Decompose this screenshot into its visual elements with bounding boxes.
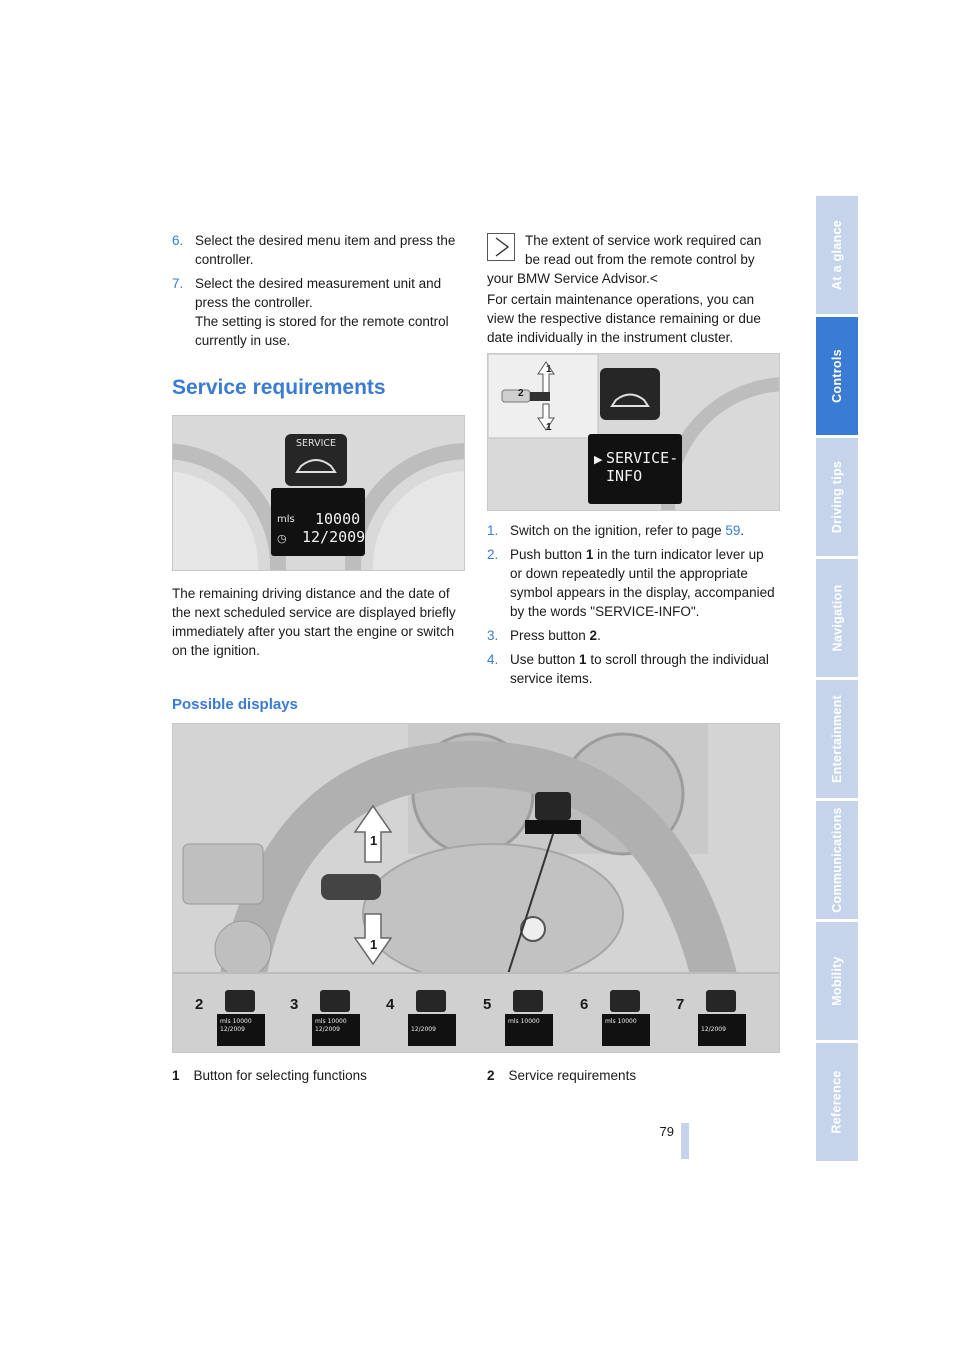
tab-driving-tips[interactable]: Driving tips xyxy=(816,438,858,556)
front-brake-icon xyxy=(513,990,543,1012)
chapter-tabs xyxy=(816,196,858,1164)
tab-controls[interactable]: Controls xyxy=(816,317,858,435)
service-info-display: SERVICE- INFO xyxy=(606,449,679,485)
tab-entertainment[interactable]: Entertainment xyxy=(816,680,858,798)
note-icon xyxy=(487,233,515,261)
clock-icon: ◷ xyxy=(277,533,287,545)
step-2: 2. Push button 1 in the turn indicator lever up or down repeatedly until the appropriate symbol appears in the display, accompanied by the words "SERVICE-INFO". xyxy=(487,547,775,619)
subsection-title: Possible displays xyxy=(172,696,298,713)
step-4: 4. Use button 1 to scroll through the individual service items. xyxy=(487,652,769,686)
oil-can-icon xyxy=(320,990,350,1012)
page-number: 79 xyxy=(659,1124,674,1139)
service-date: 12/2009 xyxy=(302,528,366,546)
display-arrow-icon: ▶ xyxy=(594,454,603,466)
tab-mobility[interactable]: Mobility xyxy=(816,922,858,1040)
step-3: 3. Press button 2. xyxy=(487,628,601,643)
figure-service-display xyxy=(172,415,465,571)
fig2-label-2: 2 xyxy=(518,388,524,399)
fig2-label-1-bottom: 1 xyxy=(546,422,552,433)
right-steps xyxy=(487,521,779,693)
tab-reference[interactable]: Reference xyxy=(816,1043,858,1161)
left-steps xyxy=(172,231,467,355)
fig2-label-1-top: 1 xyxy=(546,364,552,375)
display-row: 2 mls 10000 12/2009 3 mls 10000 12/2009 4 12/2009 5 mls 10000 6 mls 10000 7 12/2009 xyxy=(173,980,779,1046)
caption-1: 1 Button for selecting functions xyxy=(172,1068,367,1083)
tab-navigation[interactable]: Navigation xyxy=(816,559,858,677)
service-button-label: SERVICE xyxy=(295,438,337,449)
section-title: Service requirements xyxy=(172,376,386,399)
step-1: 1. Switch on the ignition, refer to page 59. xyxy=(487,523,745,538)
page-link[interactable]: 59 xyxy=(725,523,741,538)
tab-at-a-glance[interactable]: At a glance xyxy=(816,196,858,314)
page-marker xyxy=(681,1123,689,1159)
right-paragraph: For certain maintenance operations, you can view the respective distance remaining or due date individually in the instrument cluster. xyxy=(487,292,761,345)
arrow-up-label: 1 xyxy=(370,833,378,848)
inspection-icon xyxy=(416,990,446,1012)
figure-service-info xyxy=(487,353,780,511)
service-info-illustration xyxy=(488,354,779,510)
step-6: 6. Select the desired menu item and press the controller. xyxy=(172,233,456,267)
note-block: The extent of service work required can be read out from the remote control by your BMW Service Advisor.< xyxy=(487,233,762,286)
service-unit: mls xyxy=(277,514,295,525)
figure-possible-displays xyxy=(172,723,780,1053)
tab-communications[interactable]: Communications xyxy=(816,801,858,919)
service-car-icon xyxy=(225,990,255,1012)
brake-fluid-icon xyxy=(706,990,736,1012)
arrow-down-label: 1 xyxy=(370,937,378,952)
step-7: 7. Select the desired measurement unit and press the controller. The setting is stored for the remote control currently in use. xyxy=(172,276,449,348)
left-paragraph: The remaining driving distance and the date of the next scheduled service are displayed briefly immediately after you start the engine or switch on the ignition. xyxy=(172,586,456,658)
rear-brake-icon xyxy=(610,990,640,1012)
caption-2: 2 Service requirements xyxy=(487,1068,637,1083)
service-distance: 10000 xyxy=(315,510,361,528)
